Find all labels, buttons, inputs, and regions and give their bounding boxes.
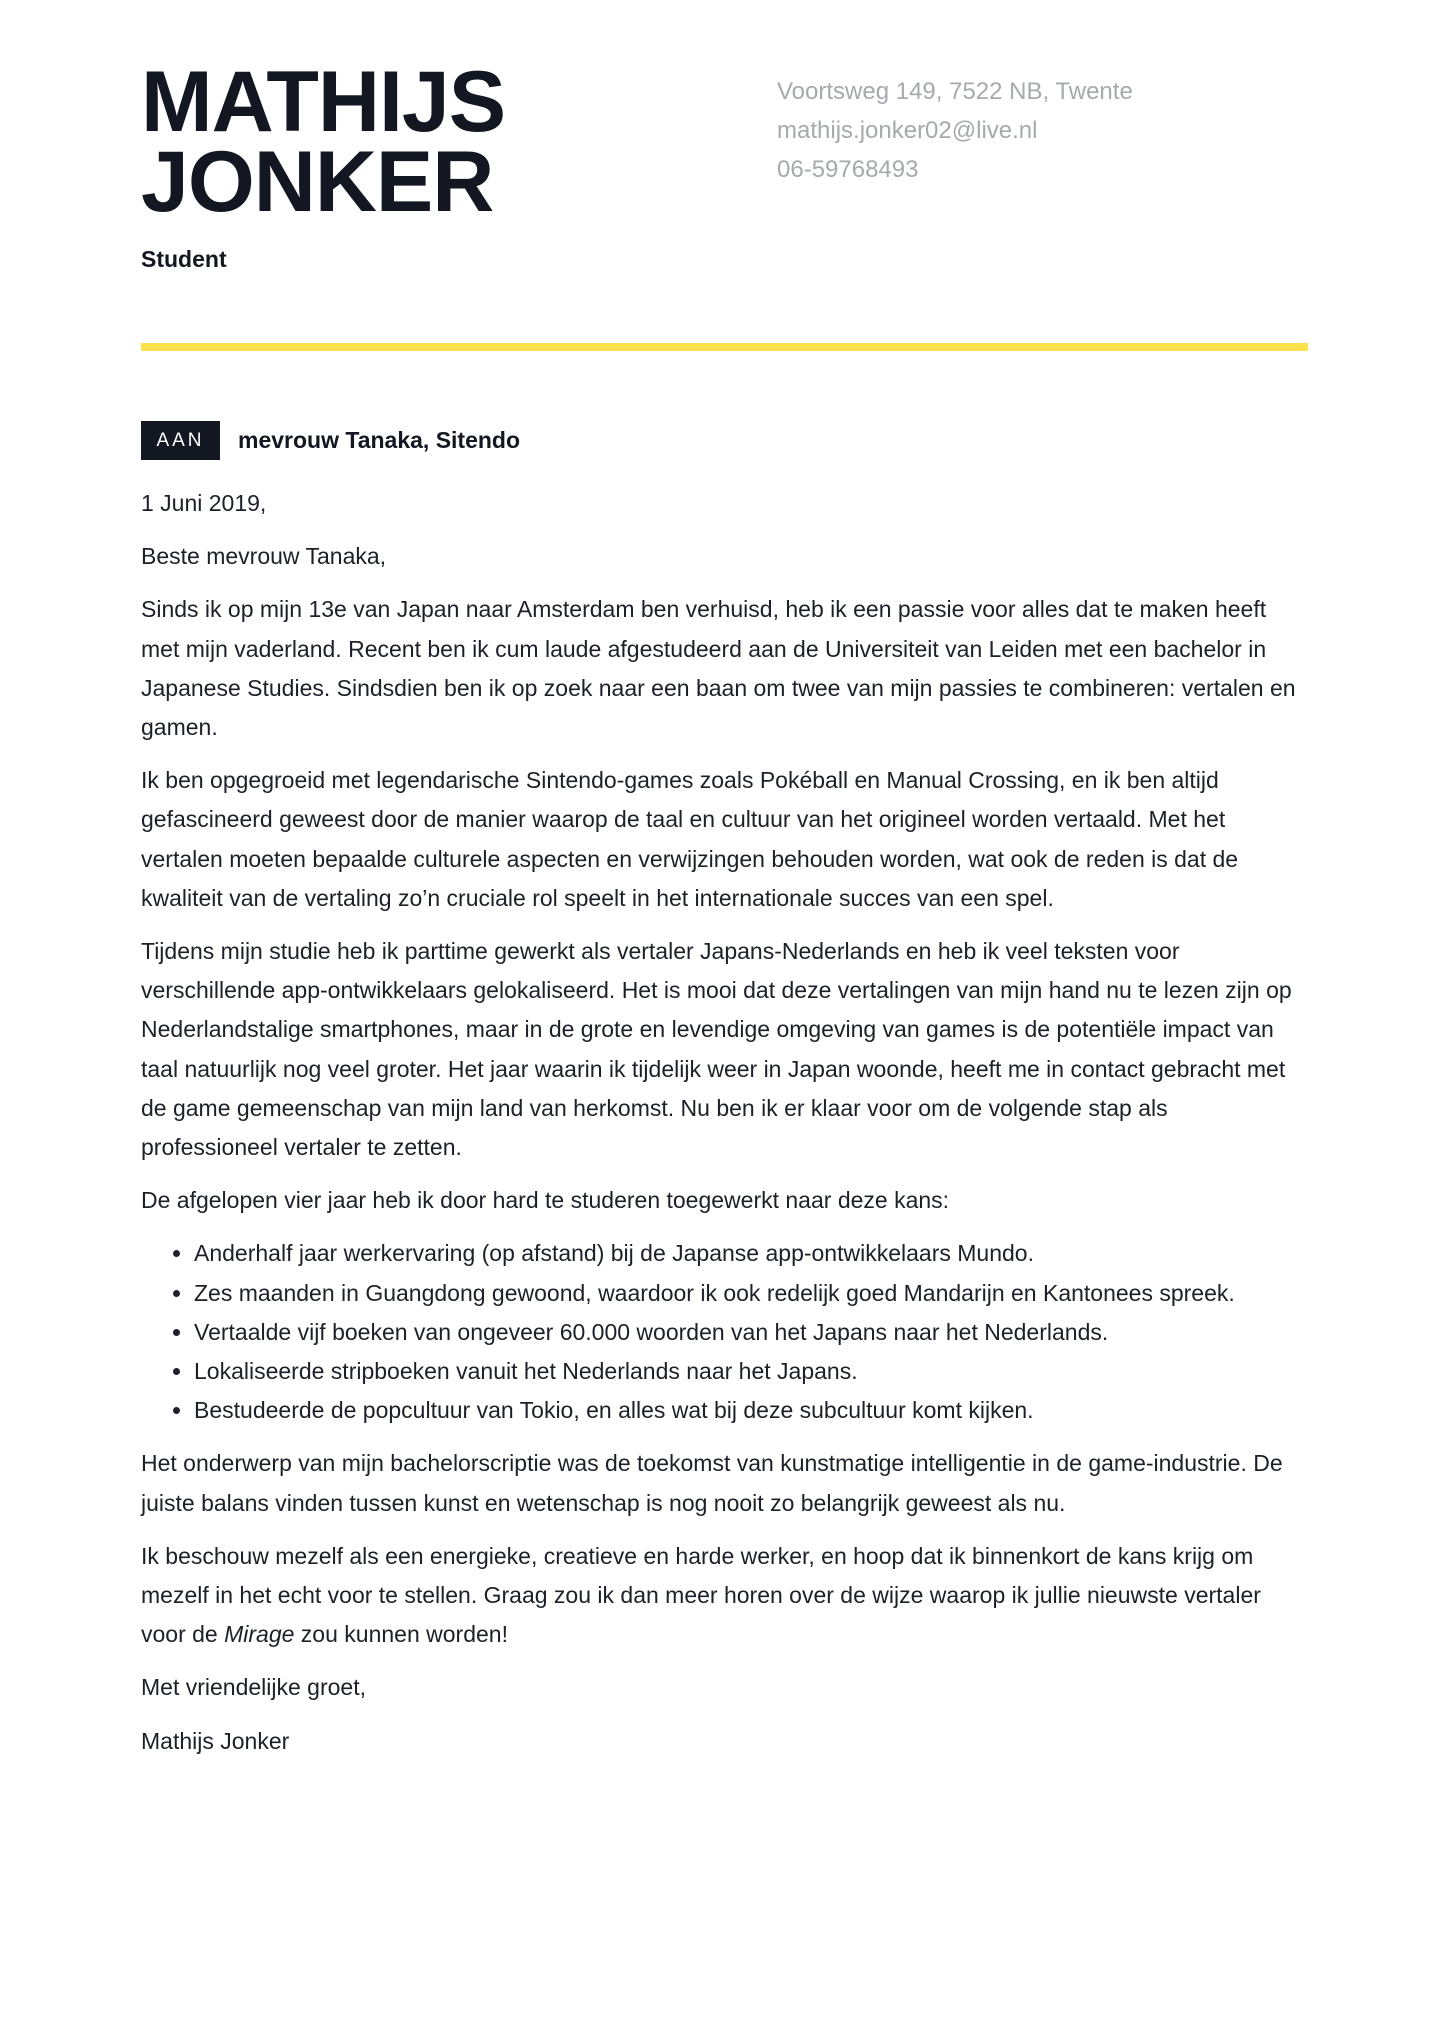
job-title: Student xyxy=(141,246,227,272)
paragraph-5-text-end: zou kunnen worden! xyxy=(294,1621,508,1648)
letter-paragraph-2: Ik ben opgegroeid met legendarische Sintendo-games zoals Pokéball en Manual Crossing, en ik ben altijd gefascineerd geweest door de manier waarop de taal en cultuur van het origineel worden vertaald. Met het vertalen moeten bepaalde culturele aspecten en verwijzingen behouden worden, wat ook de reden is dat de kwaliteit van de vertaling zo’n cruciale rol speelt in het internationale succes van een spel. xyxy=(141,767,1239,911)
recipient-line xyxy=(141,421,520,460)
applicant-first-name: MATHIJS xyxy=(141,54,506,150)
letter-paragraph-5 xyxy=(141,1537,1308,1655)
contact-address: Voortsweg 149, 7522 NB, Twente xyxy=(777,78,1133,105)
letter-signature: Mathijs Jonker xyxy=(141,1727,290,1754)
list-item: • Anderhalf jaar werkervaring (op afstand) bij de Japanse app-ontwikkelaars Mundo. xyxy=(194,1234,1308,1273)
recipient-name: mevrouw Tanaka, Sitendo xyxy=(238,427,521,453)
applicant-last-name: JONKER xyxy=(141,134,494,230)
letter-body xyxy=(141,484,1308,1775)
letter-closing: Met vriendelijke groet, xyxy=(141,1674,366,1701)
recipient-label-badge: AAN xyxy=(141,421,220,460)
list-item: • Zes maanden in Guangdong gewoond, waardoor ik ook redelijk goed Mandarijn en Kantonees spreek. xyxy=(194,1274,1308,1313)
letter-paragraph-4: Het onderwerp van mijn bachelorscriptie was de toekomst van kunstmatige intelligentie in de game-industrie. De juiste balans vinden tussen kunst en wetenschap is nog nooit zo belangrijk geweest als nu. xyxy=(141,1450,1283,1516)
list-item: • Lokaliseerde stripboeken vanuit het Nederlands naar het Japans. xyxy=(194,1352,1308,1391)
accent-divider xyxy=(141,343,1308,351)
list-item: • Bestudeerde de popcultuur van Tokio, en alles wat bij deze subcultuur komt kijken. xyxy=(194,1391,1308,1430)
applicant-name xyxy=(141,54,506,230)
letter-paragraph-1: Sinds ik op mijn 13e van Japan naar Amsterdam ben verhuisd, heb ik een passie voor alles dat te maken heeft met mijn vaderland. Recent ben ik cum laude afgestudeerd aan de Universiteit van Leiden met een bachelor in Japanese Studies. Sindsdien ben ik op zoek naar een baan om twee van mijn passies te combineren: vertalen en gamen. xyxy=(141,596,1296,741)
mirage-title: Mirage xyxy=(224,1621,295,1648)
letter-salutation: Beste mevrouw Tanaka, xyxy=(141,543,387,570)
paragraph-5-text-start: Ik beschouw mezelf als een energieke, creatieve en harde werker, en hoop dat ik binnenkort de kans krijg om mezelf in het echt voor te stellen. Graag zou ik dan meer horen over de wijze waarop ik jullie nieuwste vertaler voor de xyxy=(141,1542,1261,1648)
contact-email: mathijs.jonker02@live.nl xyxy=(777,117,1038,144)
achievements-list xyxy=(141,1234,1308,1430)
contact-phone: 06-59768493 xyxy=(777,156,919,183)
letter-paragraph-3: Tijdens mijn studie heb ik parttime gewerkt als vertaler Japans-Nederlands en heb ik veel teksten voor verschillende app-ontwikkelaars gelokaliseerd. Het is mooi dat deze vertalingen van mijn hand nu te lezen zijn op Nederlandstalige smartphones, maar in de grote en levendige omgeving van games is de potentiële impact van taal natuurlijk nog veel groter. Het jaar waarin ik tijdelijk weer in Japan woonde, heeft me in contact gebracht met de game gemeenschap van mijn land van herkomst. Nu ben ik er klaar voor om de volgende stap als professioneel vertaler te zetten. xyxy=(141,938,1292,1161)
letter-list-intro: De afgelopen vier jaar heb ik door hard te studeren toegewerkt naar deze kans: xyxy=(141,1187,950,1214)
list-item: • Vertaalde vijf boeken van ongeveer 60.000 woorden van het Japans naar het Nederlands. xyxy=(194,1313,1308,1352)
contact-details xyxy=(777,72,1133,189)
letter-date: 1 Juni 2019, xyxy=(141,490,267,516)
